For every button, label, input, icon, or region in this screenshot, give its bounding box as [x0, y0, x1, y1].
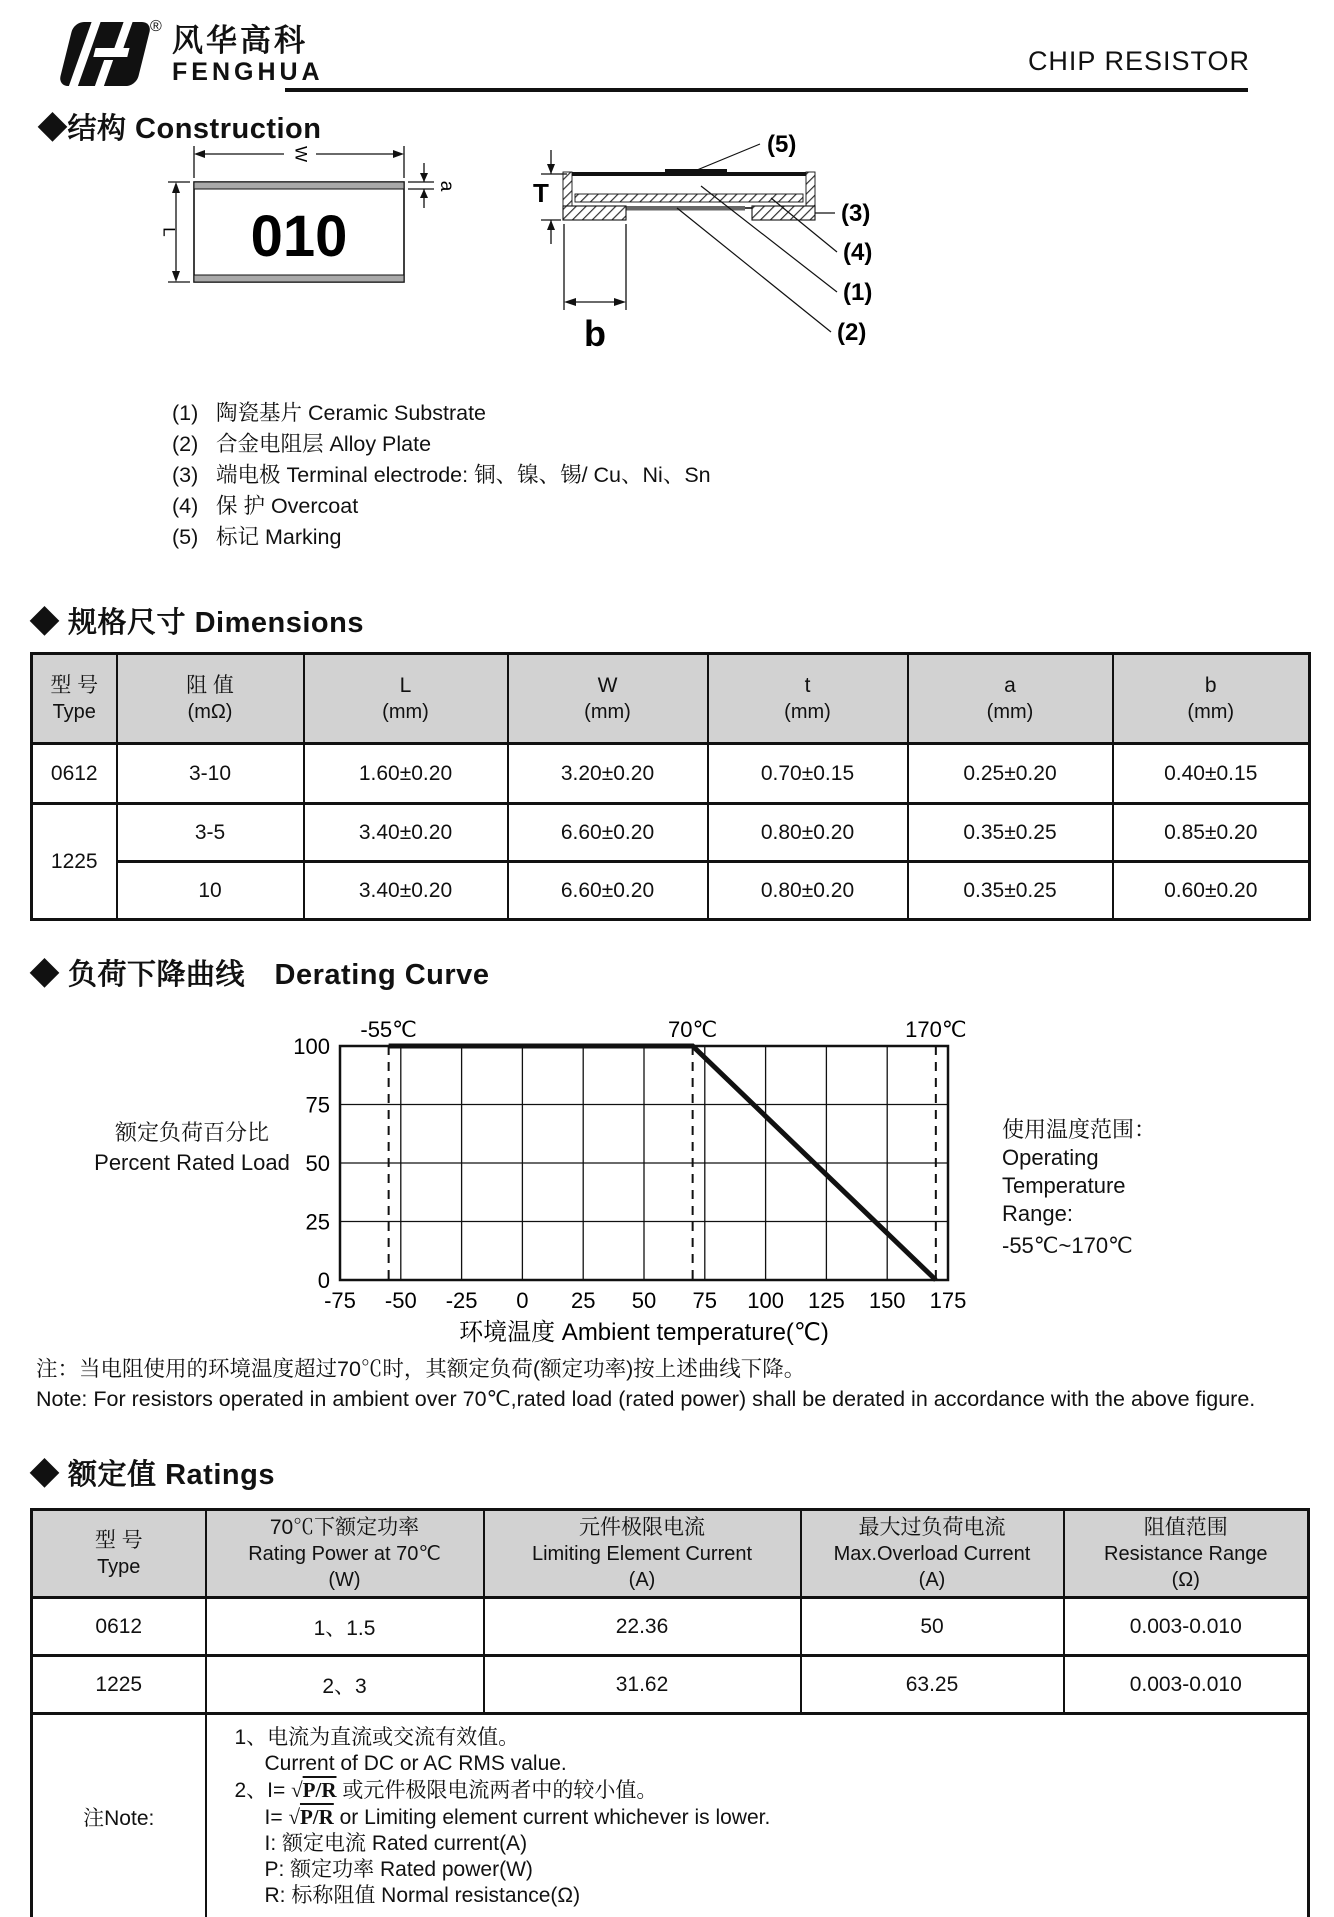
- rat-header-limit: 元件极限电流 Limiting Element Current (A): [484, 1510, 801, 1598]
- x-tick-label: 125: [808, 1288, 845, 1313]
- y-tick-label: 25: [305, 1209, 330, 1235]
- y-tick-label: 100: [293, 1034, 330, 1059]
- table-row: [32, 1656, 1309, 1714]
- part-item: [172, 398, 711, 429]
- operating-range-line: Range:: [1002, 1201, 1073, 1226]
- x-tick-label: 0: [516, 1288, 529, 1313]
- callout-3: (3): [841, 200, 871, 227]
- cell-L: 3.40±0.20: [304, 804, 508, 862]
- part-num: (1): [172, 401, 199, 425]
- cell-t: 0.80±0.20: [708, 862, 908, 920]
- x-axis-label: 环境温度 Ambient temperature(℃): [459, 1319, 829, 1346]
- construction-parts-list: [172, 398, 711, 553]
- dim-label-l: L: [159, 227, 179, 237]
- cell-L: 3.40±0.20: [304, 862, 508, 920]
- callout-1: (1): [843, 279, 873, 306]
- part-num: (4): [172, 494, 199, 518]
- note-line: I= √P/R or Limiting element current whichever is lower.: [264, 1805, 771, 1829]
- cell-b: 0.40±0.15: [1113, 744, 1310, 804]
- cell-b: 0.60±0.20: [1113, 862, 1310, 920]
- overcoat-layer: [575, 194, 803, 202]
- cell-t: 0.80±0.20: [708, 804, 908, 862]
- construction-heading: ◆结构 Construction: [38, 113, 322, 145]
- note-line: 2、I= √P/R 或元件极限电流两者中的较小值。: [234, 1778, 658, 1802]
- x-tick-label: 75: [692, 1288, 718, 1313]
- part-item: [172, 429, 711, 460]
- cell-overload: 50: [801, 1598, 1064, 1656]
- cell-type: 1225: [32, 1656, 206, 1714]
- dim-label-w: W: [291, 145, 311, 163]
- rat-header-power: 70℃下额定功率 Rating Power at 70℃ (W): [206, 1510, 484, 1598]
- cell-type: 1225: [32, 804, 117, 920]
- part-item: [172, 460, 711, 491]
- x-tick-label: -25: [445, 1288, 478, 1313]
- derating-note-zh: 注：当电阻使用的环境温度超过70℃时，其额定负荷(额定功率)按上述曲线下降。: [36, 1357, 806, 1381]
- cell-type: 0612: [32, 1598, 206, 1656]
- cell-b: 0.85±0.20: [1113, 804, 1310, 862]
- sqrt-expression: √P/R: [288, 1805, 334, 1829]
- dim-header-a: a (mm): [908, 654, 1113, 744]
- dim-header-resistance: 阻 值 (mΩ): [117, 654, 304, 744]
- callout-4: (4): [843, 239, 873, 266]
- dim-label-t: T: [533, 178, 549, 208]
- page-title: CHIP RESISTOR: [1027, 46, 1250, 76]
- cell-L: 1.60±0.20: [304, 744, 508, 804]
- x-tick-label: 50: [631, 1288, 657, 1313]
- note-line: P: 额定功率 Rated power(W): [264, 1858, 533, 1881]
- note-line: R: 标称阻值 Normal resistance(Ω): [264, 1884, 581, 1907]
- cell-limit: 31.62: [484, 1656, 801, 1714]
- sqrt-expression: √P/R: [291, 1778, 337, 1802]
- part-text: 标记 Marking: [216, 525, 342, 549]
- dim-header-t: t (mm): [708, 654, 908, 744]
- cell-type: 0612: [32, 744, 117, 804]
- derating-note-en: Note: For resistors operated in ambient over 70℃,rated load (rated power) shall be derated in accordance with the above figure.: [36, 1387, 1256, 1411]
- table-row: [32, 1598, 1309, 1656]
- rat-header-type: 型 号 Type: [32, 1510, 206, 1598]
- note-line: I: 额定电流 Rated current(A): [264, 1832, 528, 1855]
- ceramic-substrate: [570, 174, 808, 208]
- marking-text: 010: [250, 204, 348, 269]
- cell-W: 3.20±0.20: [508, 744, 708, 804]
- header-rule: [285, 88, 1248, 92]
- cell-overload: 63.25: [801, 1656, 1064, 1714]
- part-num: (2): [172, 432, 199, 456]
- x-tick-label: -75: [324, 1288, 356, 1313]
- x-tick-label: 175: [929, 1288, 967, 1313]
- fenghua-logo-mark: [55, 18, 160, 95]
- operating-range-line: 使用温度范围：: [1002, 1117, 1157, 1142]
- x-tick-label: 25: [570, 1288, 596, 1313]
- part-text: 端电极 Terminal electrode: 铜、镍、锡/ Cu、Ni、Sn: [216, 463, 711, 487]
- y-tick-label: 50: [305, 1151, 330, 1176]
- dim-label-b: b: [584, 313, 606, 354]
- cell-range: 0.003-0.010: [1064, 1656, 1309, 1714]
- top-electrode-band: [194, 182, 404, 189]
- part-num: (3): [172, 463, 199, 487]
- rat-header-range: 阻值范围 Resistance Range (Ω): [1064, 1510, 1309, 1598]
- ratings-note-row: [32, 1714, 1309, 1917]
- dimensions-heading: ◆ 规格尺寸 Dimensions: [30, 607, 364, 639]
- terminal-electrode-left: [563, 206, 626, 220]
- operating-range-line: -55℃~170℃: [1002, 1233, 1133, 1258]
- y-axis-label-en: Percent Rated Load: [94, 1150, 290, 1175]
- dim-header-b: b (mm): [1113, 654, 1310, 744]
- derating-chart: [280, 1018, 980, 1355]
- dimensions-table: [30, 652, 1311, 921]
- cell-a: 0.35±0.25: [908, 862, 1113, 920]
- table-row: [32, 744, 1310, 804]
- part-text: 陶瓷基片 Ceramic Substrate: [216, 401, 487, 425]
- cell-power: 2、3: [206, 1656, 484, 1714]
- ratings-header-row: [32, 1510, 1309, 1598]
- part-text: 合金电阻层 Alloy Plate: [216, 432, 432, 456]
- x-tick-label: -50: [384, 1288, 417, 1313]
- note-line: Current of DC or AC RMS value.: [264, 1752, 567, 1775]
- ratings-note-content: [206, 1714, 1309, 1917]
- cell-range: 0.003-0.010: [1064, 1598, 1309, 1656]
- registered-mark: ®: [150, 18, 162, 35]
- cell-resistance: 3-10: [117, 744, 304, 804]
- derating-heading: ◆ 负荷下降曲线 Derating Curve: [30, 959, 490, 991]
- ratings-table: [30, 1508, 1310, 1917]
- y-tick-label: 75: [305, 1092, 330, 1118]
- cell-a: 0.25±0.20: [908, 744, 1113, 804]
- dim-header-type: 型 号 Type: [32, 654, 117, 744]
- top-view-diagram: [158, 140, 458, 307]
- operating-range-block: [1002, 1116, 1302, 1260]
- y-axis-label-zh: 额定负荷百分比: [114, 1120, 269, 1145]
- callout-2: (2): [837, 319, 867, 346]
- dim-label-a: a: [435, 180, 457, 192]
- callout-5: (5): [767, 131, 797, 158]
- brand-name-en: FENGHUA: [172, 58, 324, 86]
- note-line: 1、电流为直流或交流有效值。: [234, 1726, 520, 1749]
- rat-header-overload: 最大过负荷电流 Max.Overload Current (A): [801, 1510, 1064, 1598]
- derating-note: [36, 1354, 1276, 1414]
- operating-range-line: Temperature: [1002, 1173, 1126, 1198]
- temperature-annotation: 170℃: [905, 1018, 967, 1042]
- cell-power: 1、1.5: [206, 1598, 484, 1656]
- cell-W: 6.60±0.20: [508, 862, 708, 920]
- note-label: 注Note:: [32, 1714, 206, 1917]
- x-tick-label: 100: [747, 1288, 784, 1313]
- temperature-annotation: -55℃: [360, 1018, 417, 1042]
- table-row: [32, 804, 1310, 862]
- brand-name-zh: 风华高科: [172, 23, 308, 58]
- part-item: [172, 491, 711, 522]
- cell-W: 6.60±0.20: [508, 804, 708, 862]
- brand-block: [172, 24, 324, 86]
- bottom-electrode-band: [194, 275, 404, 282]
- table-row: [32, 862, 1310, 920]
- ratings-heading: ◆ 额定值 Ratings: [30, 1459, 275, 1491]
- operating-range-line: Operating: [1002, 1145, 1099, 1170]
- cell-a: 0.35±0.25: [908, 804, 1113, 862]
- cell-limit: 22.36: [484, 1598, 801, 1656]
- cell-resistance: 3-5: [117, 804, 304, 862]
- dim-header-W: W (mm): [508, 654, 708, 744]
- cell-resistance: 10: [117, 862, 304, 920]
- part-num: (5): [172, 525, 199, 549]
- dimensions-header-row: [32, 654, 1310, 744]
- x-tick-label: 150: [868, 1288, 906, 1313]
- dim-header-L: L (mm): [304, 654, 508, 744]
- y-tick-label: 0: [317, 1268, 330, 1293]
- part-text: 保 护 Overcoat: [216, 494, 359, 518]
- cross-section-diagram: [515, 128, 1095, 373]
- cell-t: 0.70±0.15: [708, 744, 908, 804]
- temperature-annotation: 70℃: [668, 1018, 718, 1042]
- part-item: [172, 522, 711, 553]
